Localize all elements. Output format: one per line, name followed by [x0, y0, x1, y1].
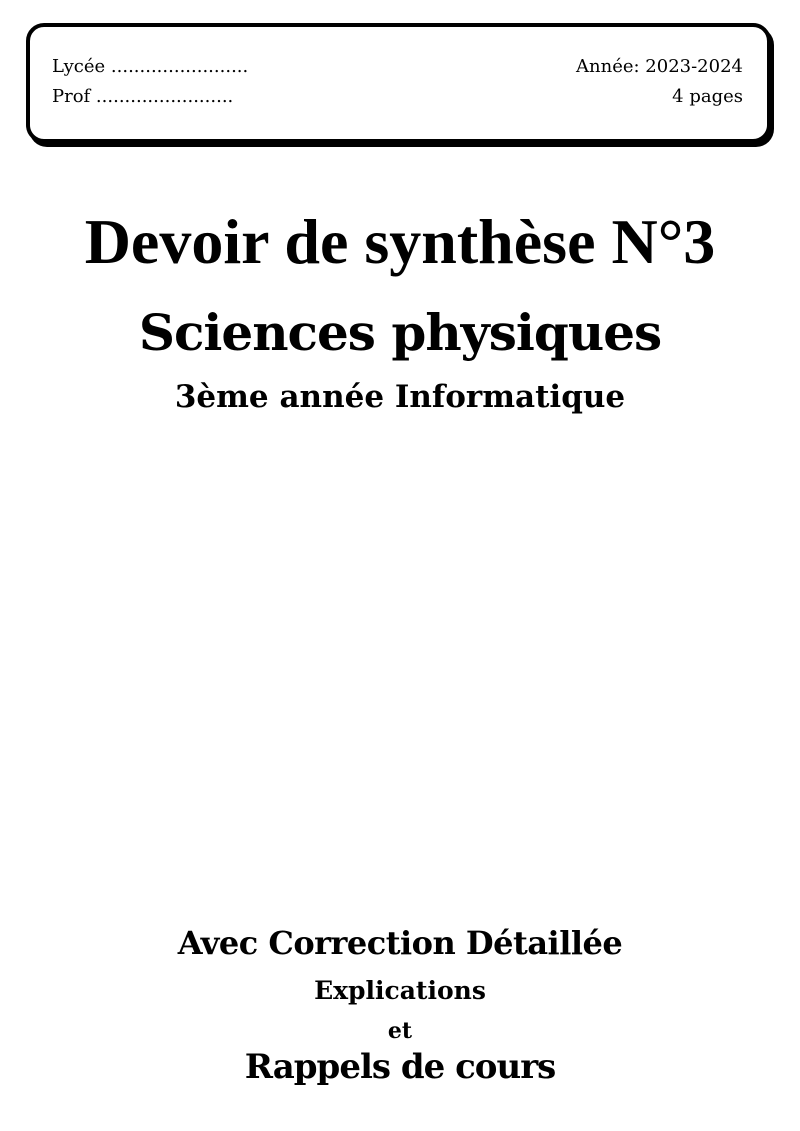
main-title: Devoir de synthèse N°3 [84, 206, 716, 277]
footer-et-line: et [387, 1018, 413, 1044]
header-box [26, 23, 771, 143]
pages-line: 4 pages [672, 86, 743, 107]
annee-line: Année: 2023-2024 [576, 56, 743, 77]
header-content [30, 27, 767, 112]
level-title: 3ème année Informatique [174, 379, 626, 415]
footer-rappels-line: Rappels de cours [244, 1047, 556, 1087]
header-left-column [52, 52, 248, 112]
prof-line: Prof ........................ [52, 86, 234, 107]
subject-title: Sciences physiques [138, 303, 662, 362]
footer-explications-line: Explications [314, 976, 486, 1005]
header-right-column [576, 52, 743, 112]
footer-correction-line: Avec Correction Détaillée [177, 924, 623, 962]
lycee-line: Lycée ........................ [52, 56, 249, 77]
